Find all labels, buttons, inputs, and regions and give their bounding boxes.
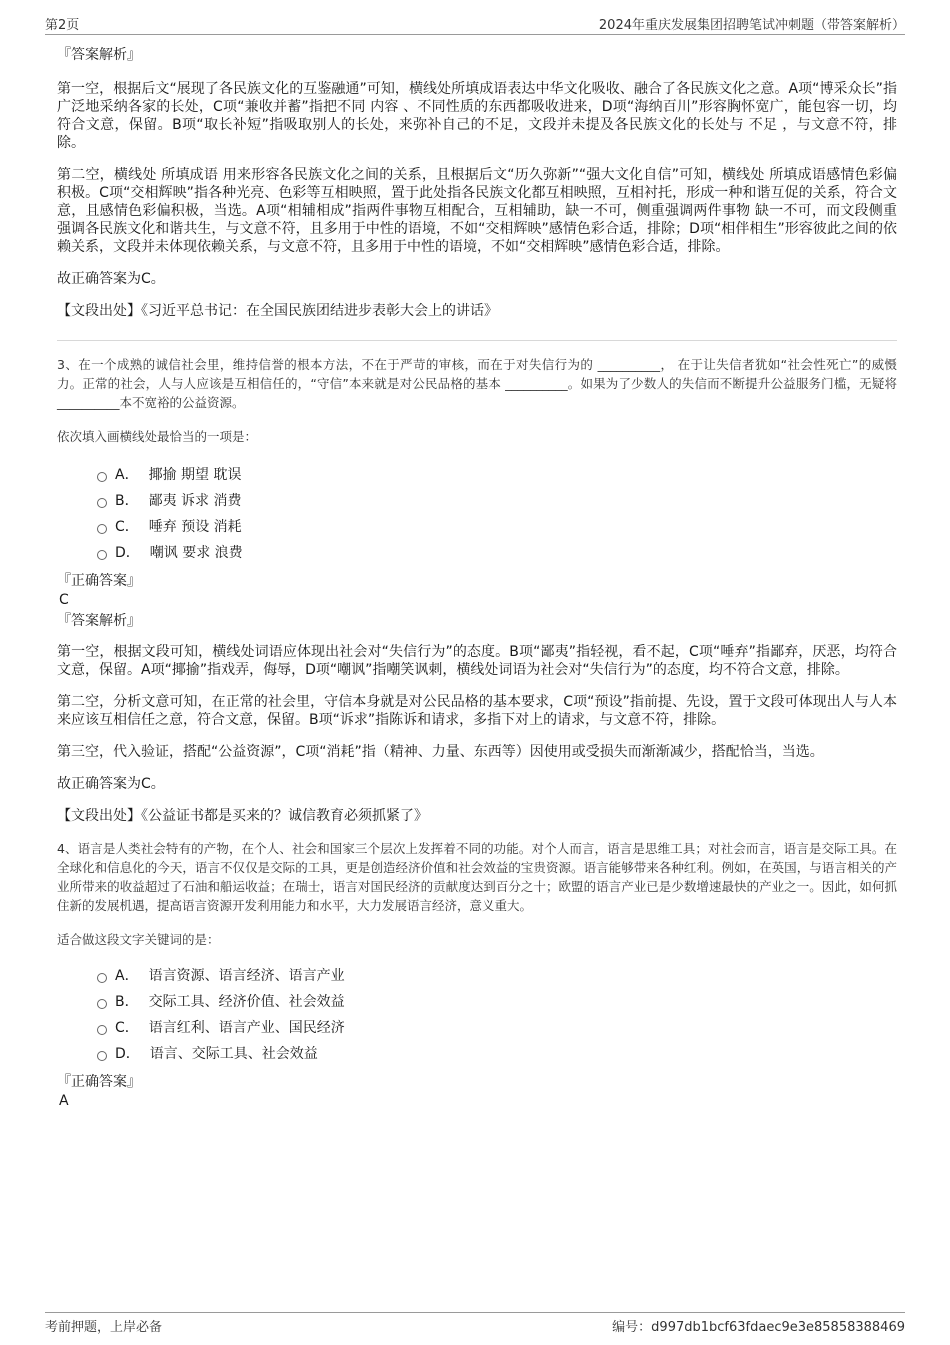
radio-icon[interactable] <box>97 524 107 534</box>
page-number: 第2页 <box>45 18 80 33</box>
page-footer <box>45 1312 905 1335</box>
q4-prompt: 适合做这段文字关键词的是： <box>57 932 220 947</box>
option-text: 鄙夷 诉求 消费 <box>148 493 242 509</box>
option-text: 交际工具、经济价值、社会效益 <box>148 994 345 1010</box>
q3-analysis-tag: 『答案解析』 <box>57 613 141 629</box>
q3-stem: 3、在一个成熟的诚信社会里，维持信誉的根本方法，不在于严苛的审核，而在于对失信行为的 __________， 在于让失信者犹如“社会性死亡”的威慑力。正常的社会，人与人应该是互相信任的，“守信”本来就是对公民品格的基本 __________。如果为了少数人的失信而不断提升公益服务门槛，无疑将 __________本不宽裕的公益资源。 <box>57 357 897 410</box>
q4-answer: A <box>59 1093 69 1109</box>
q2-analysis-p1: 第一空，根据后文“展现了各民族文化的互鉴融通”可知，横线处所填成语表达中华文化吸收、融合了各民族文化之意。A项“博采众长”指广泛地采纳各家的长处，C项“兼收并蓄”指把不同 内容 、不同性质的东西都吸收进来，D项“海纳百川”形容胸怀宽广，能包容一切，均符合文意，保留。B项“取长补短”指吸取别人的长处，来弥补自己的不足，文段并未提及各民族文化的长处与 不足 ，与文意不符，排除。 <box>57 81 897 151</box>
option-letter: A． <box>115 467 139 483</box>
q3-option-d[interactable] <box>97 540 897 566</box>
q3-options <box>57 462 897 566</box>
q3-analysis-p3: 第三空，代入验证，搭配“公益资源”，C项“消耗”指（精神、力量、东西等）因使用或受损失而渐渐减少，搭配恰当，当选。 <box>57 744 824 760</box>
option-letter: A． <box>115 968 139 984</box>
radio-icon[interactable] <box>97 550 107 560</box>
q3-answer: C <box>59 592 69 608</box>
q2-source: 【文段出处】《习近平总书记：在全国民族团结进步表彰大会上的讲话》 <box>57 303 498 319</box>
q4-option-d[interactable] <box>97 1041 897 1067</box>
q3-section <box>57 355 897 825</box>
option-text: 唾弃 预设 消耗 <box>148 519 242 535</box>
radio-icon[interactable] <box>97 999 107 1009</box>
q3-option-a[interactable] <box>97 462 897 488</box>
option-letter: B． <box>115 994 139 1010</box>
q4-answer-tag: 『正确答案』 <box>57 1074 141 1090</box>
q2-analysis-tag: 『答案解析』 <box>57 47 141 63</box>
q3-option-c[interactable] <box>97 514 897 540</box>
document-id: 编号：d997db1bcf63fdaec9e3e85858388469 <box>612 1320 905 1335</box>
q3-source: 【文段出处】《公益证书都是买来的？诚信教育必须抓紧了》 <box>57 808 428 824</box>
q3-analysis-p2: 第二空，分析文意可知，在正常的社会里，守信本身就是对公民品格的基本要求，C项“预设”指前提、先设，置于文段可体现出人与人本来应该互相信任之意，符合文意，保留。B项“诉求”指陈诉和请求，多指下对上的请求，与文意不符，排除。 <box>57 694 897 728</box>
option-text: 揶揄 期望 耽误 <box>148 467 242 483</box>
q4-option-b[interactable] <box>97 989 897 1015</box>
option-letter: C． <box>115 519 139 535</box>
section-divider <box>57 340 897 341</box>
option-letter: D． <box>115 545 140 561</box>
q4-option-a[interactable] <box>97 963 897 989</box>
q4-option-c[interactable] <box>97 1015 897 1041</box>
option-text: 语言资源、语言经济、语言产业 <box>148 968 345 984</box>
q3-conclusion: 故正确答案为C。 <box>57 776 165 792</box>
option-letter: B． <box>115 493 139 509</box>
radio-icon[interactable] <box>97 973 107 983</box>
q3-analysis-p1: 第一空，根据文段可知，横线处词语应体现出社会对“失信行为”的态度。B项“鄙夷”指轻视，看不起，C项“唾弃”指鄙弃，厌恶，均符合文意，保留。A项“揶揄”指戏弄，侮辱，D项“嘲讽”指嘲笑讽刺，横线处词语为社会对“失信行为”的态度，均不符合文意，排除。 <box>57 644 897 678</box>
q2-conclusion: 故正确答案为C。 <box>57 271 165 287</box>
q3-option-b[interactable] <box>97 488 897 514</box>
page-header <box>45 14 905 35</box>
footer-slogan: 考前押题，上岸必备 <box>45 1320 163 1335</box>
option-text: 嘲讽 要求 浪费 <box>149 545 243 561</box>
radio-icon[interactable] <box>97 498 107 508</box>
q3-prompt: 依次填入画横线处最恰当的一项是： <box>57 429 258 444</box>
option-text: 语言红利、语言产业、国民经济 <box>148 1020 345 1036</box>
option-text: 语言、交际工具、社会效益 <box>149 1046 318 1062</box>
radio-icon[interactable] <box>97 1025 107 1035</box>
q2-analysis-p2: 第二空，横线处 所填成语 用来形容各民族文化之间的关系，且根据后文“历久弥新”“强大文化自信”可知，横线处 所填成语感情色彩偏积极。C项“交相辉映”指各种光亮、色彩等互相映照，置于此处指各民族文化都互相映照，互相衬托，形成一种和谐互促的关系，符合文意，且感情色彩偏积极，当选。A项“相辅相成”指两件事物互相配合，互相辅助，缺一不可，侧重强调两件事物 缺一不可，而文段侧重强调各民族文化和谐共生，与文意不符，且多用于中性的语境，不如“交相辉映”感情色彩合适，排除；D项“相伴相生”形容彼此之间的依赖关系，文段并未体现依赖关系，与文意不符，且多用于中性的语境，不如“交相辉映”感情色彩合适，排除。 <box>57 167 897 255</box>
radio-icon[interactable] <box>97 1051 107 1061</box>
page-content <box>57 46 897 1111</box>
document-title: 2024年重庆发展集团招聘笔试冲刺题（带答案解析） <box>598 18 905 33</box>
q4-stem: 4、语言是人类社会特有的产物，在个人、社会和国家三个层次上发挥着不同的功能。对个人而言，语言是思维工具；对社会而言，语言是交际工具。在全球化和信息化的今天，语言不仅仅是交际的工具，更是创造经济价值和社会效益的宝贵资源。语言能够带来各种红利。例如，在英国，与语言相关的产业所带来的收益超过了石油和船运收益；在瑞士，语言对国民经济的贡献度达到百分之十；欧盟的语言产业已是少数增速最快的产业之一。因此，如何抓住新的发展机遇，提高语言资源开发利用能力和水平，大力发展语言经济，意义重大。 <box>57 841 897 913</box>
q4-options <box>57 963 897 1067</box>
option-letter: D． <box>115 1046 140 1062</box>
q3-answer-tag: 『正确答案』 <box>57 573 141 589</box>
q2-analysis-section <box>57 46 897 320</box>
radio-icon[interactable] <box>97 472 107 482</box>
option-letter: C． <box>115 1020 139 1036</box>
q4-section <box>57 839 897 1111</box>
